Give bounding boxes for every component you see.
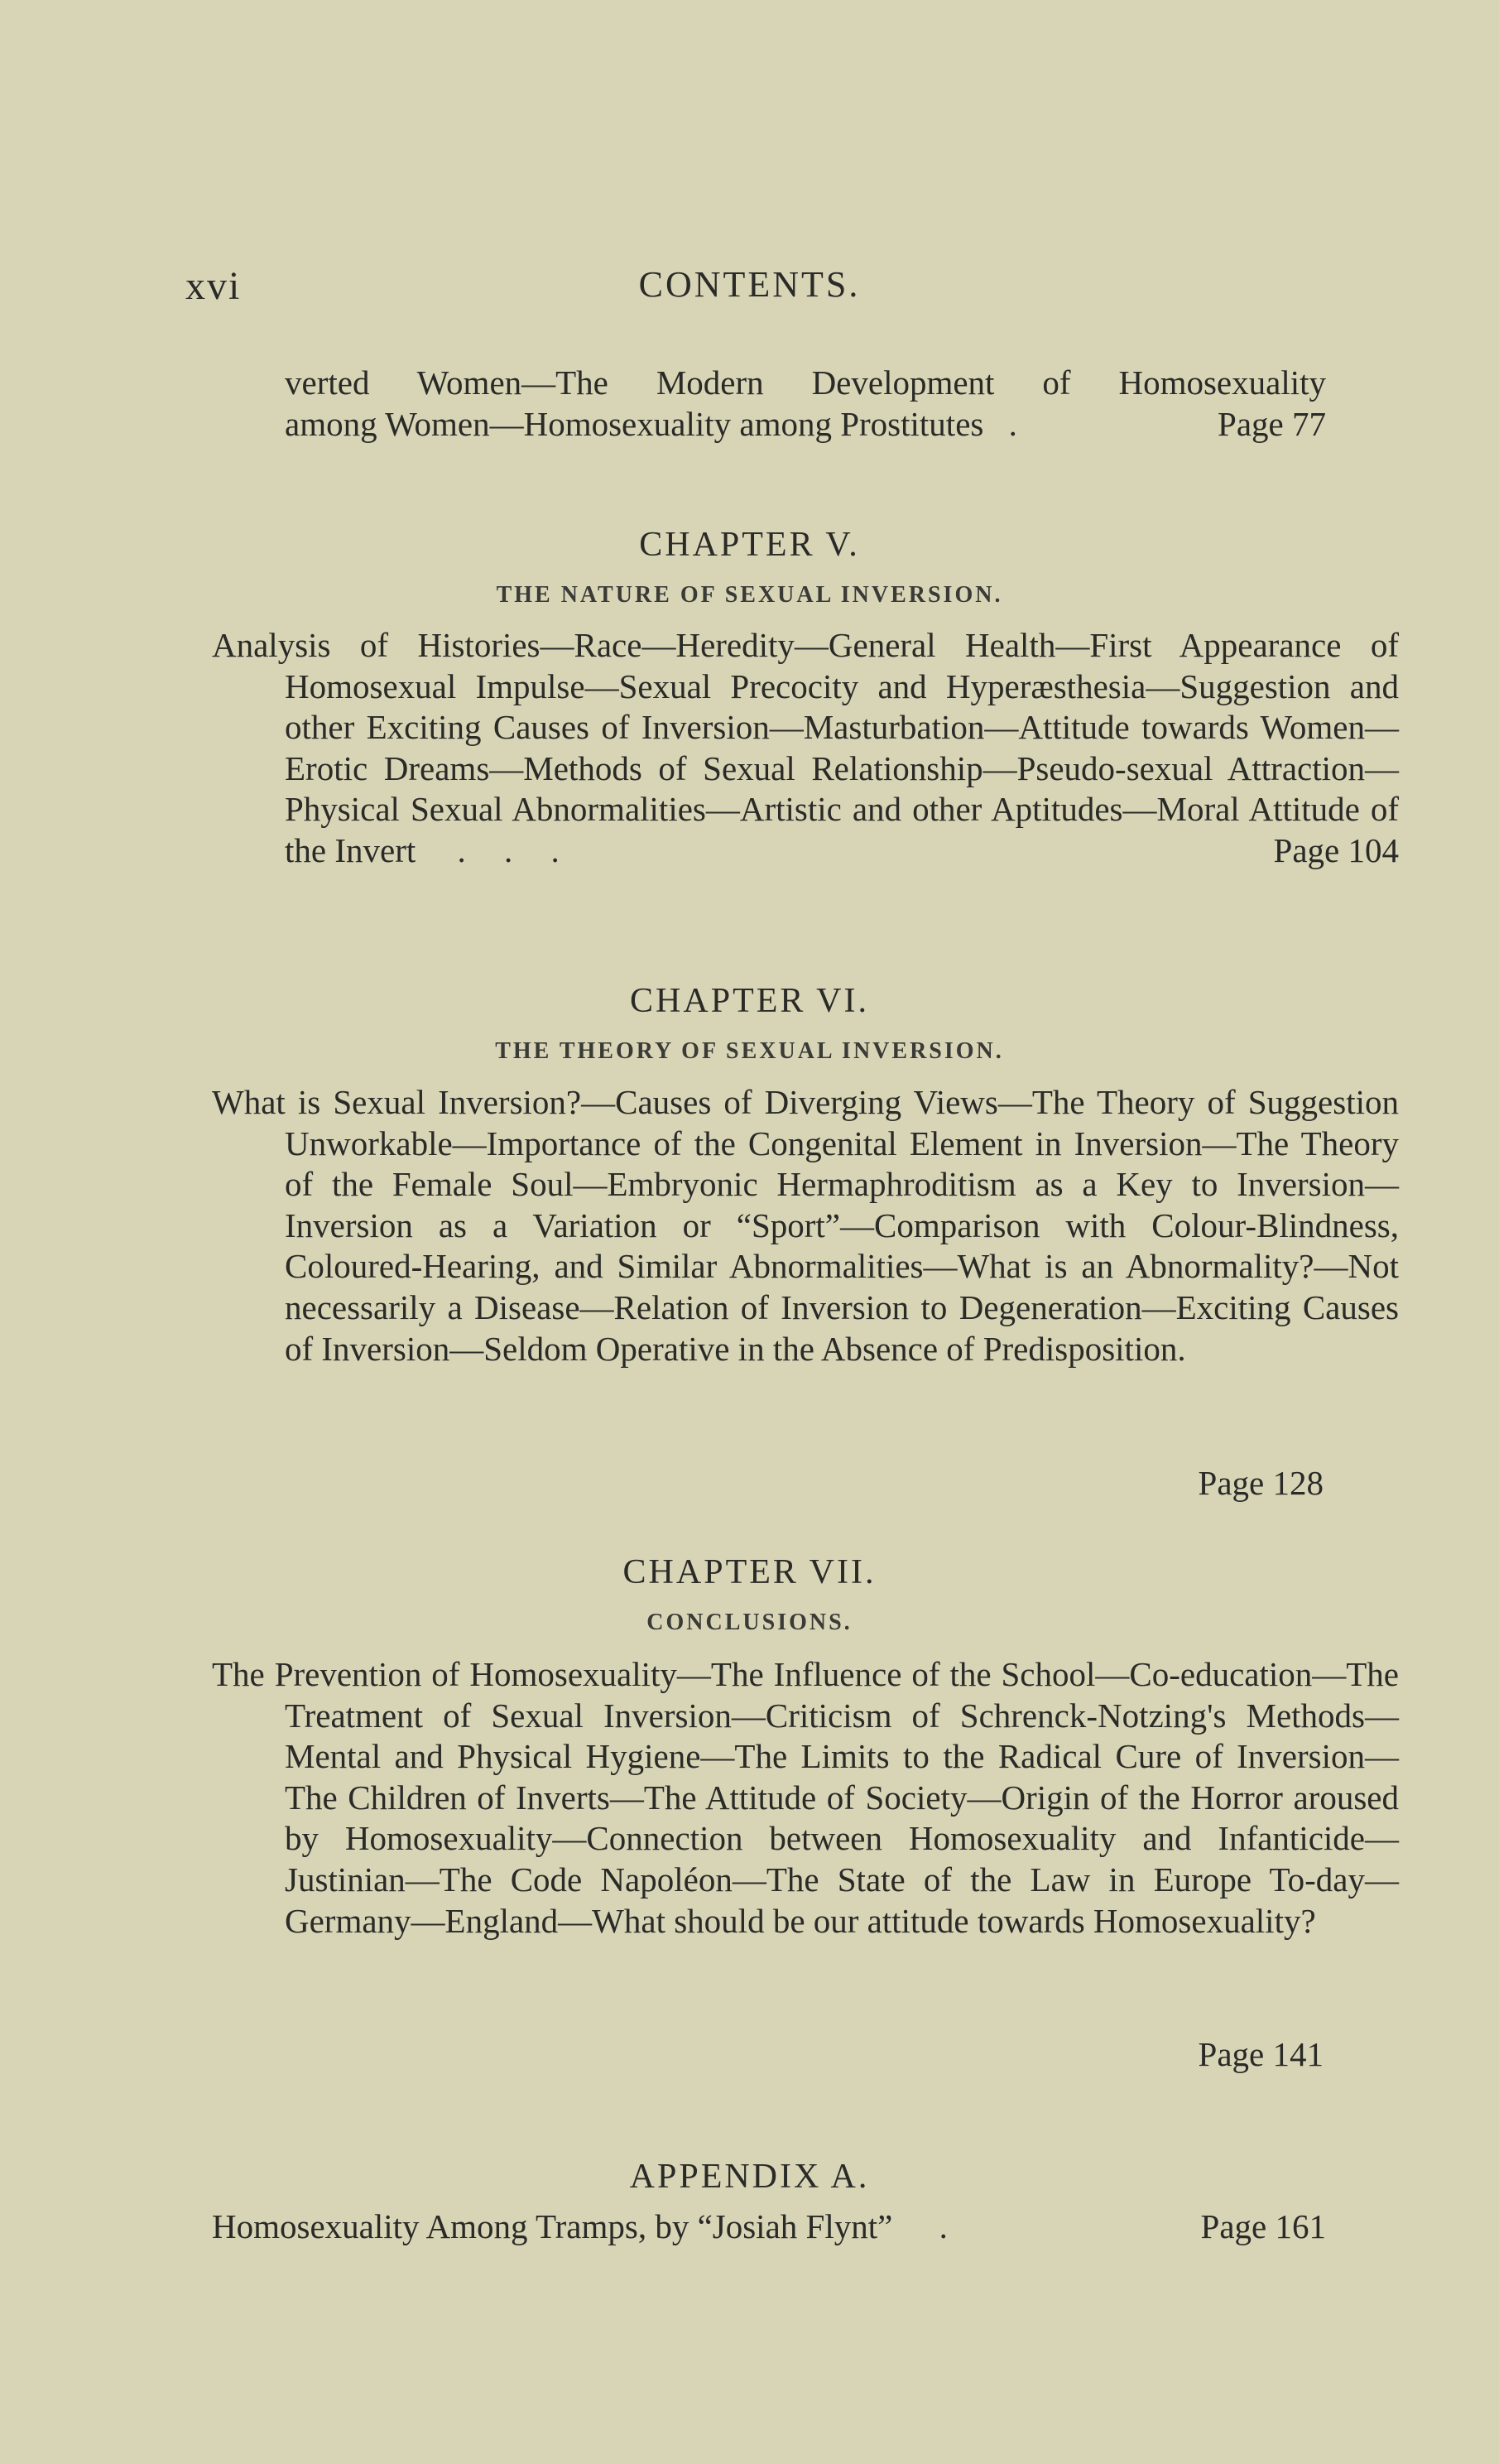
appendix-a-leader: . [939, 2207, 963, 2245]
chapter-7-body: The Prevention of Homosexuality—The Influence of the School—Co-education—The Treatment of Sexual Inversion—Criticism of Schrenck-Notzing's Methods—Mental and Physical Hygiene—The Limits to the Radical Cure of Inversion—The Children of Inverts—The Attitude of Society—Origin of the Horror aroused by Homosexuality—Connection between Homosexuality and Infanticide—Justinian—The Code Napoléon—The State of the Law in Europe To-day—Germany—England—What should be our attitude towards Homosexuality? [212, 1655, 1399, 1940]
running-head [0, 263, 1499, 313]
chapter-5-subtitle: THE NATURE OF SEXUAL INVERSION. [496, 582, 1003, 608]
intro-entry [212, 363, 1326, 445]
chapter-7-heading: CHAPTER VII. [622, 1553, 877, 1591]
chapter-6-heading: CHAPTER VI. [630, 982, 869, 1020]
chapter-6-entry [212, 1082, 1399, 1369]
chapter-5-body: Analysis of Histories—Race—Heredity—General Health—First Appearance of Homosexual Impulse—Sexual Precocity and Hyperæsthesia—Suggestion and other Exciting Causes of Inversion—Masturbation—Attitude towards Women—Erotic Dreams—Methods of Sexual Relationship—Pseudo-sexual Attraction—Physical Sexual Abnormalities—Artistic and other Aptitudes—Moral Attitude of the Invert [212, 626, 1399, 869]
chapter-6-body: What is Sexual Inversion?—Causes of Diverging Views—The Theory of Suggestion Unworkable—Importance of the Congenital Element in Inversion—The Theory of the Female Soul—Embryonic Hermaphroditism as a Key to Inversion—Inversion as a Variation or “Sport”—Comparison with Colour-Blindness, Coloured-Hearing, and Similar Abnormalities—What is an Abnormality?—Not necessarily a Disease—Relation of Inversion to Degeneration—Exciting Causes of Inversion—Seldom Operative in the Absence of Predisposition. [212, 1083, 1399, 1368]
chapter-6-subtitle: THE THEORY OF SEXUAL INVERSION. [495, 1038, 1004, 1064]
intro-page-ref: Page 77 [1218, 404, 1326, 443]
appendix-a-heading: APPENDIX A. [629, 2158, 870, 2196]
appendix-a-title: Homosexuality Among Tramps, by “Josiah Flynt” [212, 2207, 893, 2245]
chapter-7-subtitle: CONCLUSIONS. [646, 1610, 853, 1635]
intro-line-1: verted Women—The Modern Development of Homosexuality [285, 363, 1326, 402]
chapter-5-heading: CHAPTER V. [639, 526, 860, 564]
chapter-5-entry [212, 625, 1399, 872]
intro-line-2-text: among Women—Homosexuality among Prostitutes [285, 404, 984, 443]
page-folio: xvi [185, 264, 242, 308]
intro-line-2 [285, 404, 1326, 445]
chapter-7-page-ref: Page 141 [1198, 2035, 1324, 2073]
chapter-5-page-ref: Page 104 [1273, 830, 1399, 869]
chapter-6-page-ref: Page 128 [1198, 1464, 1324, 1502]
appendix-a-page-ref: Page 161 [1200, 2207, 1326, 2245]
running-title: CONTENTS. [638, 264, 861, 305]
chapter-7-entry [212, 1654, 1399, 1942]
chapter-5-leader: . . . [457, 830, 574, 869]
intro-leader: . [1008, 404, 1032, 443]
appendix-a-entry [212, 2207, 1326, 2246]
